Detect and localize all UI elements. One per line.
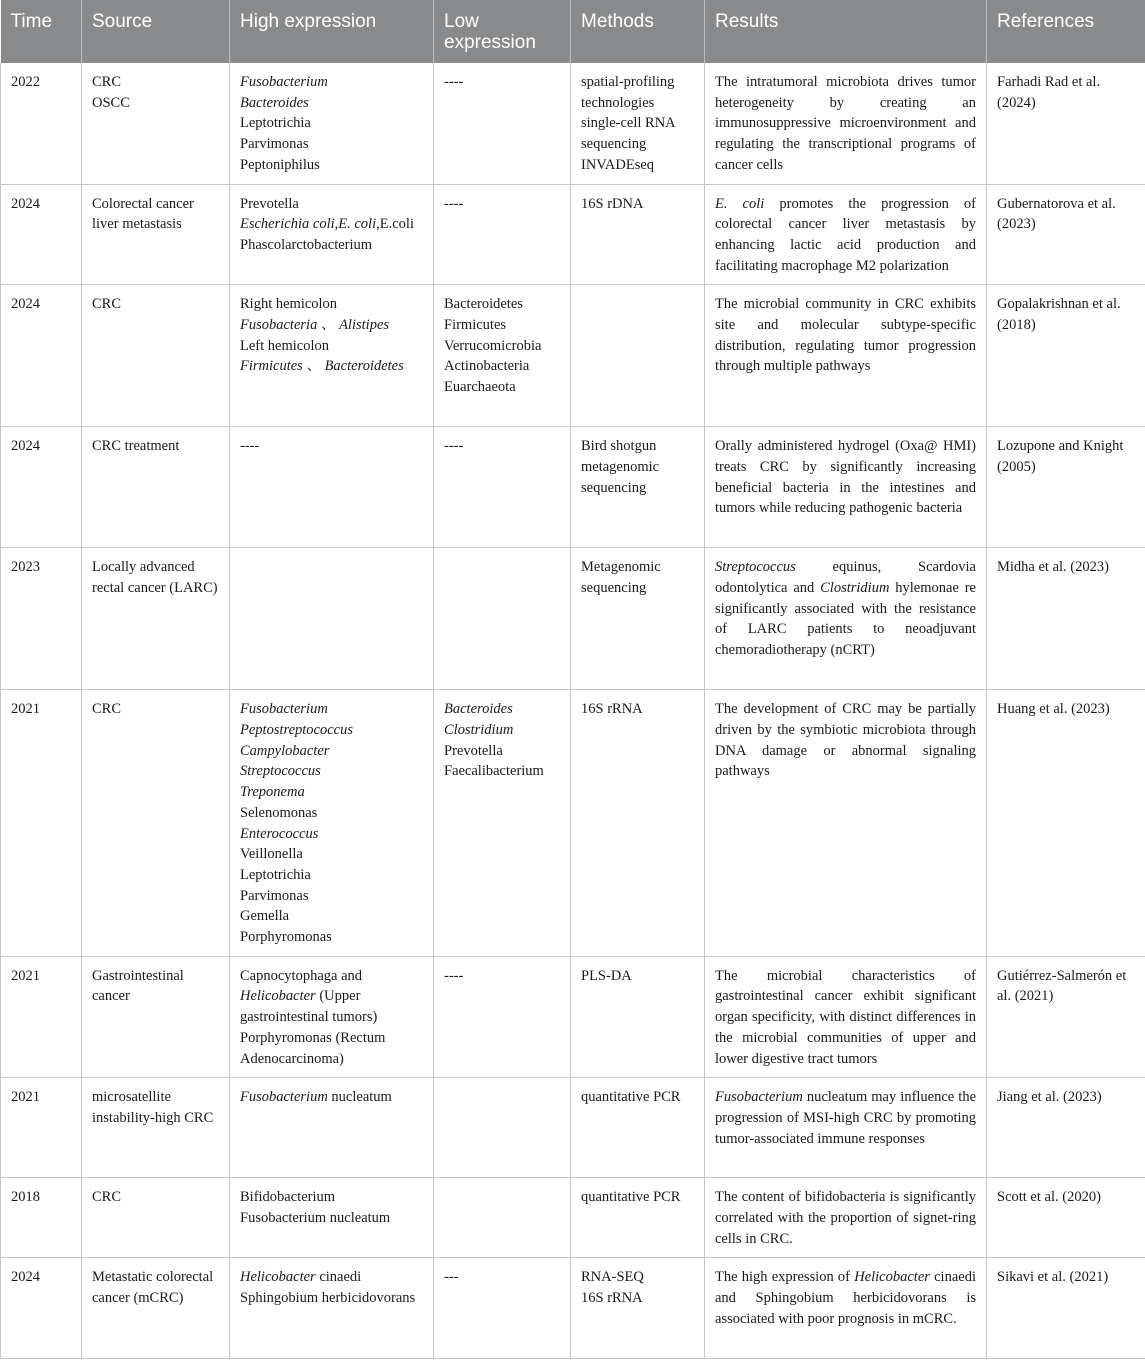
cell-line xyxy=(240,886,423,907)
cell-line xyxy=(997,294,1135,335)
time-cell: 2021 xyxy=(1,690,82,956)
methods-cell xyxy=(571,285,705,427)
results-cell xyxy=(705,690,987,956)
cell-line xyxy=(444,720,560,741)
high-expression-cell xyxy=(230,184,434,285)
cell-line xyxy=(997,194,1135,235)
cell-text: sequencing xyxy=(581,136,647,153)
cell-line xyxy=(92,93,219,114)
cell-text: Gutiérrez-Salmerón et al. (2021) xyxy=(997,967,1127,1005)
cell-text: Leptotrichia xyxy=(240,866,311,883)
cell-line xyxy=(444,377,560,398)
references-cell xyxy=(987,184,1145,285)
cell-text: ---- xyxy=(444,438,464,455)
cell-text: Porphyromonas xyxy=(240,929,332,946)
cell-text: Metagenomic sequencing xyxy=(581,559,661,597)
cell-line xyxy=(92,72,219,93)
source-cell xyxy=(82,548,230,690)
cell-text: Sphingobium herbicidovorans xyxy=(240,1290,416,1307)
cell-text: hylemonae re significantly associated with the resistance of LARC patients to neoadjuvant chemoradiotherapy (nCRT) xyxy=(715,580,976,659)
cell-line xyxy=(240,356,423,377)
low-expression-cell xyxy=(434,63,571,184)
results-cell xyxy=(705,1078,987,1178)
methods-cell xyxy=(571,63,705,184)
italic-text: Bacteroides xyxy=(444,701,513,718)
cell-line xyxy=(240,1267,423,1288)
cell-line xyxy=(240,761,423,782)
cell-line xyxy=(997,557,1135,578)
high-expression-cell xyxy=(230,285,434,427)
cell-line xyxy=(92,966,219,1007)
cell-text: Firmicutes xyxy=(444,317,507,334)
cell-text: nucleatum xyxy=(327,1089,392,1106)
cell-line xyxy=(444,1267,560,1288)
results-cell xyxy=(705,548,987,690)
cell-line xyxy=(240,194,423,215)
cell-text: 、 xyxy=(302,358,325,375)
cell-line xyxy=(581,113,694,134)
italic-text: Clostridium xyxy=(820,580,890,597)
header-low-expression: Low expression xyxy=(434,0,571,63)
high-expression-cell xyxy=(230,956,434,1078)
cell-text: Gopalakrishnan et al. (2018) xyxy=(997,296,1121,334)
italic-text: Fusobacterium xyxy=(240,1089,328,1106)
cell-text: OSCC xyxy=(92,94,130,111)
italic-text: Escherichia coli xyxy=(240,216,335,233)
methods-cell xyxy=(571,1178,705,1258)
cell-text: quantitative PCR xyxy=(581,1089,681,1106)
cell-text: The content of bifidobacteria is significantly correlated with the proportion of signet-ring cells in CRC. xyxy=(715,1189,976,1247)
cell-text: Parvimonas xyxy=(240,887,309,904)
cell-line xyxy=(715,1187,976,1249)
high-expression-cell xyxy=(230,1178,434,1258)
table-row xyxy=(1,285,1145,427)
cell-line xyxy=(240,1087,423,1108)
italic-text: Helicobacter xyxy=(240,1269,316,1286)
cell-text: nucleatum may influence the progression of MSI-high CRC by promoting tumor-associated immune responses xyxy=(715,1089,976,1147)
cell-text: Gubernatorova et al. (2023) xyxy=(997,195,1116,233)
high-expression-cell xyxy=(230,548,434,690)
cell-text: Lozupone and Knight (2005) xyxy=(997,438,1124,476)
cell-text: 16S rRNA xyxy=(581,701,643,718)
source-cell xyxy=(82,63,230,184)
cell-line xyxy=(581,436,694,498)
cell-line xyxy=(581,966,694,987)
cell-line xyxy=(715,1267,976,1329)
low-expression-cell xyxy=(434,1178,571,1258)
cell-text: ---- xyxy=(444,195,464,212)
cell-line xyxy=(92,1187,219,1208)
low-expression-cell xyxy=(434,1078,571,1178)
time-cell: 2018 xyxy=(1,1178,82,1258)
italic-text: Streptococcus xyxy=(715,559,796,576)
cell-line xyxy=(240,803,423,824)
time-cell: 2021 xyxy=(1,1078,82,1178)
low-expression-cell xyxy=(434,690,571,956)
low-expression-cell xyxy=(434,548,571,690)
cell-text: Orally administered hydrogel (Oxa@ HMI) treats CRC by significantly increasing beneficial bacteria in the intestines and tumors while reducing pathogenic bacteria xyxy=(715,438,976,517)
cell-text: The development of CRC may be partially driven by the symbiotic microbiota through DNA damage or abnormal signaling pathways xyxy=(715,701,976,780)
cell-text: ---- xyxy=(240,438,260,455)
results-cell xyxy=(705,1178,987,1258)
cell-line xyxy=(444,315,560,336)
cell-line xyxy=(444,72,560,93)
cell-text: Left hemicolon xyxy=(240,337,329,354)
references-cell xyxy=(987,956,1145,1078)
methods-cell xyxy=(571,956,705,1078)
cell-line xyxy=(581,557,694,598)
cell-line xyxy=(92,294,219,315)
references-cell xyxy=(987,690,1145,956)
references-cell xyxy=(987,427,1145,548)
cell-line xyxy=(240,865,423,886)
cell-line xyxy=(444,336,560,357)
cell-text: Bird shotgun metagenomic sequencing xyxy=(581,438,660,496)
low-expression-cell xyxy=(434,285,571,427)
header-source: Source xyxy=(82,0,230,63)
cell-line xyxy=(715,294,976,377)
cell-text: Huang et al. (2023) xyxy=(997,701,1110,718)
references-cell xyxy=(987,1178,1145,1258)
cell-text: (Upper gastrointestinal tumors) Porphyromonas (Rectum Adenocarcinoma) xyxy=(240,988,386,1067)
italic-text: Treponema xyxy=(240,784,305,801)
cell-line xyxy=(581,1288,694,1309)
cell-line xyxy=(997,72,1135,113)
cell-text: quantitative PCR xyxy=(581,1189,681,1206)
cell-text: Jiang et al. (2023) xyxy=(997,1089,1102,1106)
cell-line xyxy=(444,194,560,215)
cell-line xyxy=(240,113,423,134)
cell-text: Colorectal cancer liver metastasis xyxy=(92,195,194,233)
cell-line xyxy=(240,824,423,845)
cell-text: single-cell RNA xyxy=(581,115,676,132)
cell-line xyxy=(240,134,423,155)
low-expression-cell xyxy=(434,184,571,285)
results-cell xyxy=(705,427,987,548)
source-cell xyxy=(82,690,230,956)
results-cell xyxy=(705,1258,987,1359)
cell-text: Scott et al. (2020) xyxy=(997,1189,1101,1206)
italic-text: Clostridium xyxy=(444,722,514,739)
cell-text: Sikavi et al. (2021) xyxy=(997,1269,1109,1286)
cell-text: CRC xyxy=(92,296,122,313)
italic-text: Peptostreptococcus xyxy=(240,722,354,739)
italic-text: E. coli xyxy=(715,195,765,212)
cell-line xyxy=(997,699,1135,720)
cell-line xyxy=(444,294,560,315)
source-cell xyxy=(82,1178,230,1258)
cell-text: Bacteroidetes xyxy=(444,296,523,313)
cell-text: ---- xyxy=(444,967,464,984)
cell-text: cinaedi and Sphingobium herbicidovorans is associated with poor prognosis in mCRC. xyxy=(715,1269,976,1327)
cell-line xyxy=(240,1208,423,1229)
cell-line xyxy=(240,72,423,93)
cell-line xyxy=(581,72,694,93)
cell-text: promotes the progression of colorectal cancer liver metastasis by enhancing lactic acid production and facilitating macrophage M2 polarization xyxy=(715,195,976,274)
cell-line xyxy=(581,699,694,720)
italic-text: Streptococcus xyxy=(240,763,321,780)
cell-text: Peptoniphilus xyxy=(240,156,320,173)
header-high-expression: High expression xyxy=(230,0,434,63)
cell-line xyxy=(715,72,976,176)
references-cell xyxy=(987,1078,1145,1178)
source-cell xyxy=(82,427,230,548)
results-cell xyxy=(705,184,987,285)
cell-text: ,E.coli xyxy=(376,216,414,233)
cell-text: Farhadi Rad et al. (2024) xyxy=(997,74,1101,111)
cell-text: cinaedi xyxy=(315,1269,362,1286)
cell-text: Selenomonas xyxy=(240,804,318,821)
cell-line xyxy=(581,155,694,176)
cell-line xyxy=(444,436,560,457)
cell-line xyxy=(997,1087,1135,1108)
italic-text: Helicobacter xyxy=(854,1269,930,1286)
table-row xyxy=(1,427,1145,548)
cell-text: Parvimonas xyxy=(240,136,309,153)
cell-line xyxy=(92,1087,219,1128)
cell-text: --- xyxy=(444,1269,459,1286)
cell-text: microsatellite instability-high CRC xyxy=(92,1089,214,1126)
italic-text: Fusobacteria xyxy=(240,317,318,334)
results-cell xyxy=(705,956,987,1078)
cell-line xyxy=(240,906,423,927)
cell-line xyxy=(92,1267,219,1308)
cell-text: CRC xyxy=(92,701,122,718)
references-cell xyxy=(987,285,1145,427)
cell-text: The microbial community in CRC exhibits site and molecular subtype-specific distribution, regulating tumor progression through multiple pathways xyxy=(715,296,976,375)
italic-text: Enterococcus xyxy=(240,825,319,842)
table-row xyxy=(1,1258,1145,1359)
cell-line xyxy=(240,1288,423,1309)
cell-text: The microbial characteristics of gastrointestinal cancer exhibit significant organ specificity, with distinct differences in the microbial communities of upper and lower digestive tract tumors xyxy=(715,967,976,1067)
italic-text: E. coli xyxy=(338,216,377,233)
cell-line xyxy=(997,436,1135,477)
cell-line xyxy=(444,356,560,377)
methods-cell xyxy=(571,184,705,285)
header-results: Results xyxy=(705,0,987,63)
cell-text: Bifidobacterium xyxy=(240,1189,336,1206)
cell-line xyxy=(240,235,423,256)
cell-line xyxy=(240,844,423,865)
cell-text: The intratumoral microbiota drives tumor heterogeneity by creating an immunosuppressive microenvironment and regulating the transcriptional programs of cancer cells xyxy=(715,74,976,173)
references-cell xyxy=(987,1258,1145,1359)
cell-line xyxy=(715,194,976,277)
cell-line xyxy=(92,436,219,457)
cell-text: Metastatic colorectal cancer (mCRC) xyxy=(92,1269,214,1307)
references-cell xyxy=(987,63,1145,184)
cell-line xyxy=(240,720,423,741)
high-expression-cell xyxy=(230,1258,434,1359)
low-expression-cell xyxy=(434,1258,571,1359)
cell-line xyxy=(240,436,423,457)
cell-line xyxy=(240,782,423,803)
time-cell: 2024 xyxy=(1,285,82,427)
cell-text: spatial-profiling xyxy=(581,74,675,90)
cell-line xyxy=(715,436,976,519)
cell-line xyxy=(715,699,976,782)
cell-text: Prevotella xyxy=(240,195,299,212)
time-cell: 2021 xyxy=(1,956,82,1078)
time-cell: 2022 xyxy=(1,63,82,184)
time-cell: 2024 xyxy=(1,1258,82,1359)
methods-cell xyxy=(571,1078,705,1178)
cell-text: Right hemicolon xyxy=(240,296,338,313)
cell-line xyxy=(92,699,219,720)
cell-line xyxy=(240,214,423,235)
italic-text: Campylobacter xyxy=(240,742,330,759)
cell-text: technologies xyxy=(581,94,655,111)
low-expression-cell xyxy=(434,956,571,1078)
cell-text: Gemella xyxy=(240,908,290,925)
source-cell xyxy=(82,1078,230,1178)
cell-text: RNA-SEQ xyxy=(581,1269,644,1286)
methods-cell xyxy=(571,1258,705,1359)
italic-text: Fusobacterium xyxy=(240,701,328,718)
cell-text: Actinobacteria xyxy=(444,358,530,375)
references-cell xyxy=(987,548,1145,690)
table-body xyxy=(1,63,1145,1359)
italic-text: Bacteroides xyxy=(240,94,309,111)
italic-text: Bacteroidetes xyxy=(324,358,404,375)
italic-text: Fusobacterium xyxy=(715,1089,803,1106)
cell-line xyxy=(240,741,423,762)
source-cell xyxy=(82,1258,230,1359)
cell-line xyxy=(715,966,976,1070)
header-references: References xyxy=(987,0,1145,63)
source-cell xyxy=(82,956,230,1078)
high-expression-cell xyxy=(230,690,434,956)
cell-text: CRC treatment xyxy=(92,438,180,455)
cell-line xyxy=(240,294,423,315)
time-cell: 2023 xyxy=(1,548,82,690)
cell-text: Euarchaeota xyxy=(444,379,516,396)
cell-text: Midha et al. (2023) xyxy=(997,559,1109,576)
header-time: Time xyxy=(1,0,82,63)
italic-text: Firmicutes xyxy=(240,358,303,375)
cell-line xyxy=(240,315,423,336)
cell-line xyxy=(92,194,219,235)
cell-line xyxy=(581,93,694,114)
cell-line xyxy=(240,1187,423,1208)
cell-line xyxy=(715,1087,976,1149)
cell-line xyxy=(997,1267,1135,1288)
cell-text: Faecalibacterium xyxy=(444,763,544,780)
cell-text: , xyxy=(334,216,339,233)
cell-text: Capnocytophaga and xyxy=(240,967,363,984)
table-row xyxy=(1,956,1145,1078)
cell-text: CRC xyxy=(92,74,122,90)
cell-text: CRC xyxy=(92,1189,122,1206)
cell-line xyxy=(581,134,694,155)
cell-line xyxy=(92,557,219,598)
cell-text: Fusobacterium nucleatum xyxy=(240,1209,391,1226)
cell-text: 、 xyxy=(317,317,340,334)
source-cell xyxy=(82,285,230,427)
high-expression-cell xyxy=(230,1078,434,1178)
cell-text: ---- xyxy=(444,74,464,90)
cell-line xyxy=(444,761,560,782)
cell-text: Verrucomicrobia xyxy=(444,337,542,354)
italic-text: Fusobacterium xyxy=(240,74,328,90)
cell-line xyxy=(581,1187,694,1208)
methods-cell xyxy=(571,548,705,690)
methods-cell xyxy=(571,690,705,956)
table-row xyxy=(1,1078,1145,1178)
cell-text: 16S rDNA xyxy=(581,195,644,212)
source-cell xyxy=(82,184,230,285)
cell-text: Phascolarctobacterium xyxy=(240,236,373,253)
cell-line xyxy=(715,557,976,661)
cell-text: Locally advanced rectal cancer (LARC) xyxy=(92,559,218,597)
cell-line xyxy=(444,741,560,762)
cell-line xyxy=(581,194,694,215)
italic-text: Alistipes xyxy=(339,317,390,334)
header-row xyxy=(1,0,1145,63)
cell-text: INVADEseq xyxy=(581,156,655,173)
cell-line xyxy=(240,699,423,720)
time-cell: 2024 xyxy=(1,184,82,285)
high-expression-cell xyxy=(230,63,434,184)
cell-text: Gastrointestinal cancer xyxy=(92,967,184,1005)
cell-text: Prevotella xyxy=(444,742,503,759)
cell-text: 16S rRNA xyxy=(581,1290,643,1307)
cell-text: Leptotrichia xyxy=(240,115,311,132)
cell-line xyxy=(581,1087,694,1108)
results-cell xyxy=(705,63,987,184)
cell-line xyxy=(581,1267,694,1288)
time-cell: 2024 xyxy=(1,427,82,548)
cell-line xyxy=(240,927,423,948)
cell-line xyxy=(444,699,560,720)
cell-line xyxy=(444,966,560,987)
cell-text: The high expression of xyxy=(715,1269,855,1286)
table-row xyxy=(1,184,1145,285)
header-methods: Methods xyxy=(571,0,705,63)
cell-text: PLS-DA xyxy=(581,967,632,984)
table-row xyxy=(1,63,1145,184)
italic-text: Helicobacter xyxy=(240,988,316,1005)
methods-cell xyxy=(571,427,705,548)
cell-line xyxy=(240,155,423,176)
table-row xyxy=(1,1178,1145,1258)
cell-line xyxy=(997,966,1135,1007)
high-expression-cell xyxy=(230,427,434,548)
table-row xyxy=(1,548,1145,690)
cell-line xyxy=(997,1187,1135,1208)
cell-text: Veillonella xyxy=(240,846,303,863)
cell-line xyxy=(240,93,423,114)
cell-line xyxy=(240,336,423,357)
low-expression-cell xyxy=(434,427,571,548)
cell-line xyxy=(240,966,423,1070)
results-cell xyxy=(705,285,987,427)
cell-text: equinus, Scardovia odontolytica and xyxy=(715,559,976,597)
table-row xyxy=(1,690,1145,956)
